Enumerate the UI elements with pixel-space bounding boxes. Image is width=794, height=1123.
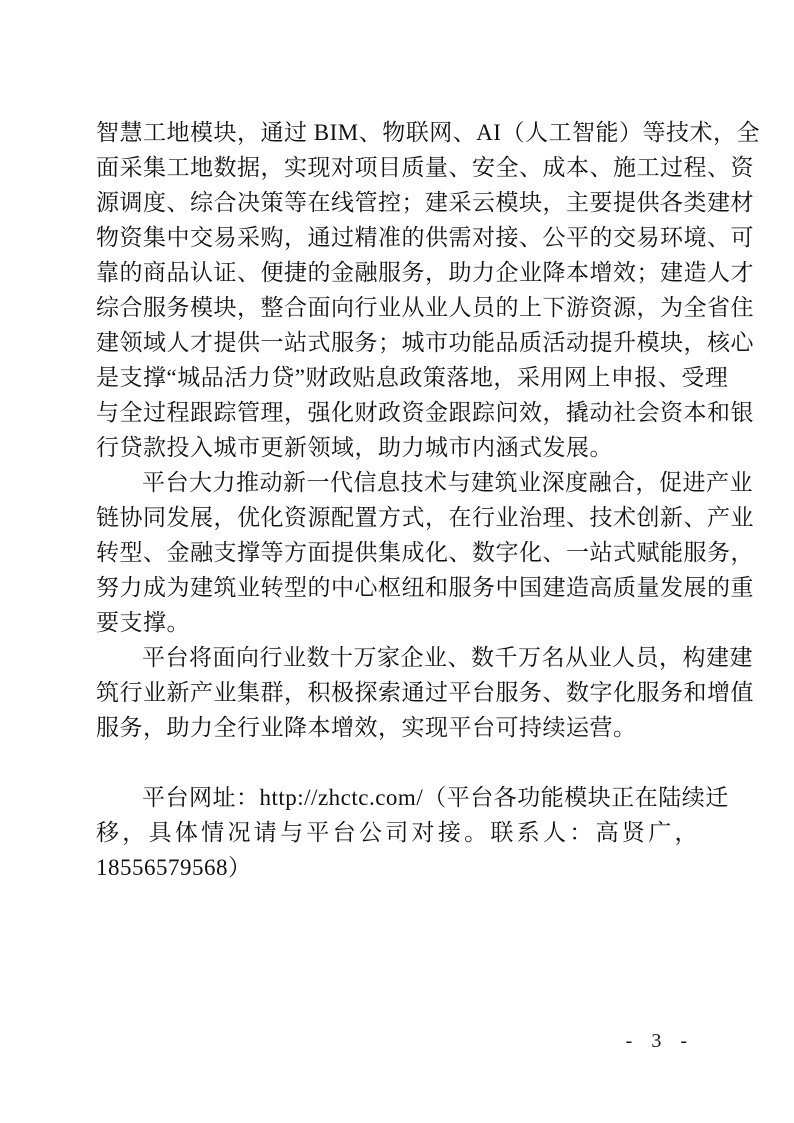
text-line: 要支撑。 — [96, 610, 190, 635]
paragraph-3 — [96, 640, 754, 745]
text-line-contact-info: 移，具体情况请与平台公司对接。联系人：高贤广，18556579568） — [96, 820, 698, 880]
paragraph-contact — [96, 780, 729, 880]
document-body — [96, 115, 760, 880]
text-line: 服务，助力全行业降本增效，实现平台可持续运营。 — [96, 715, 637, 740]
text-line: 努力成为建筑业转型的中心枢纽和服务中国建造高质量发展的重 — [96, 575, 754, 600]
text-line: 转型、金融支撑等方面提供集成化、数字化、一站式赋能服务， — [96, 540, 754, 565]
paragraph-1 — [96, 115, 760, 465]
text-line: 智慧工地模块，通过 BIM、物联网、AI（人工智能）等技术，全 — [96, 120, 760, 145]
text-line: 平台大力推动新一代信息技术与建筑业深度融合，促进产业 — [142, 470, 753, 495]
text-line: 面采集工地数据，实现对项目质量、安全、成本、施工过程、资 — [96, 155, 754, 180]
text-line: 综合服务模块，整合面向行业从业人员的上下游资源，为全省住 — [96, 295, 754, 320]
page-number: - 3 - — [625, 1030, 694, 1052]
text-line: 平台将面向行业数十万家企业、数千万名从业人员，构建建 — [142, 645, 753, 670]
text-line: 行贷款投入城市更新领域，助力城市内涵式发展。 — [96, 435, 613, 460]
text-line: 靠的商品认证、便捷的金融服务，助力企业降本增效；建造人才 — [96, 260, 754, 285]
text-line: 筑行业新产业集群，积极探索通过平台服务、数字化服务和增值 — [96, 680, 754, 705]
text-line: 建领域人才提供一站式服务；城市功能品质活动提升模块，核心 — [96, 330, 754, 355]
text-line: 物资集中交易采购，通过精准的供需对接、公平的交易环境、可 — [96, 225, 754, 250]
paragraph-2 — [96, 465, 754, 640]
text-line: 源调度、综合决策等在线管控；建采云模块，主要提供各类建材 — [96, 190, 754, 215]
text-line-platform-url: 平台网址：http://zhctc.com/（平台各功能模块正在陆续迁 — [142, 785, 729, 810]
text-line: 与全过程跟踪管理，强化财政资金跟踪问效，撬动社会资本和银 — [96, 400, 754, 425]
text-line: 链协同发展，优化资源配置方式，在行业治理、技术创新、产业 — [96, 505, 754, 530]
text-line: 是支撑“城品活力贷”财政贴息政策落地，采用网上申报、受理 — [96, 365, 729, 390]
